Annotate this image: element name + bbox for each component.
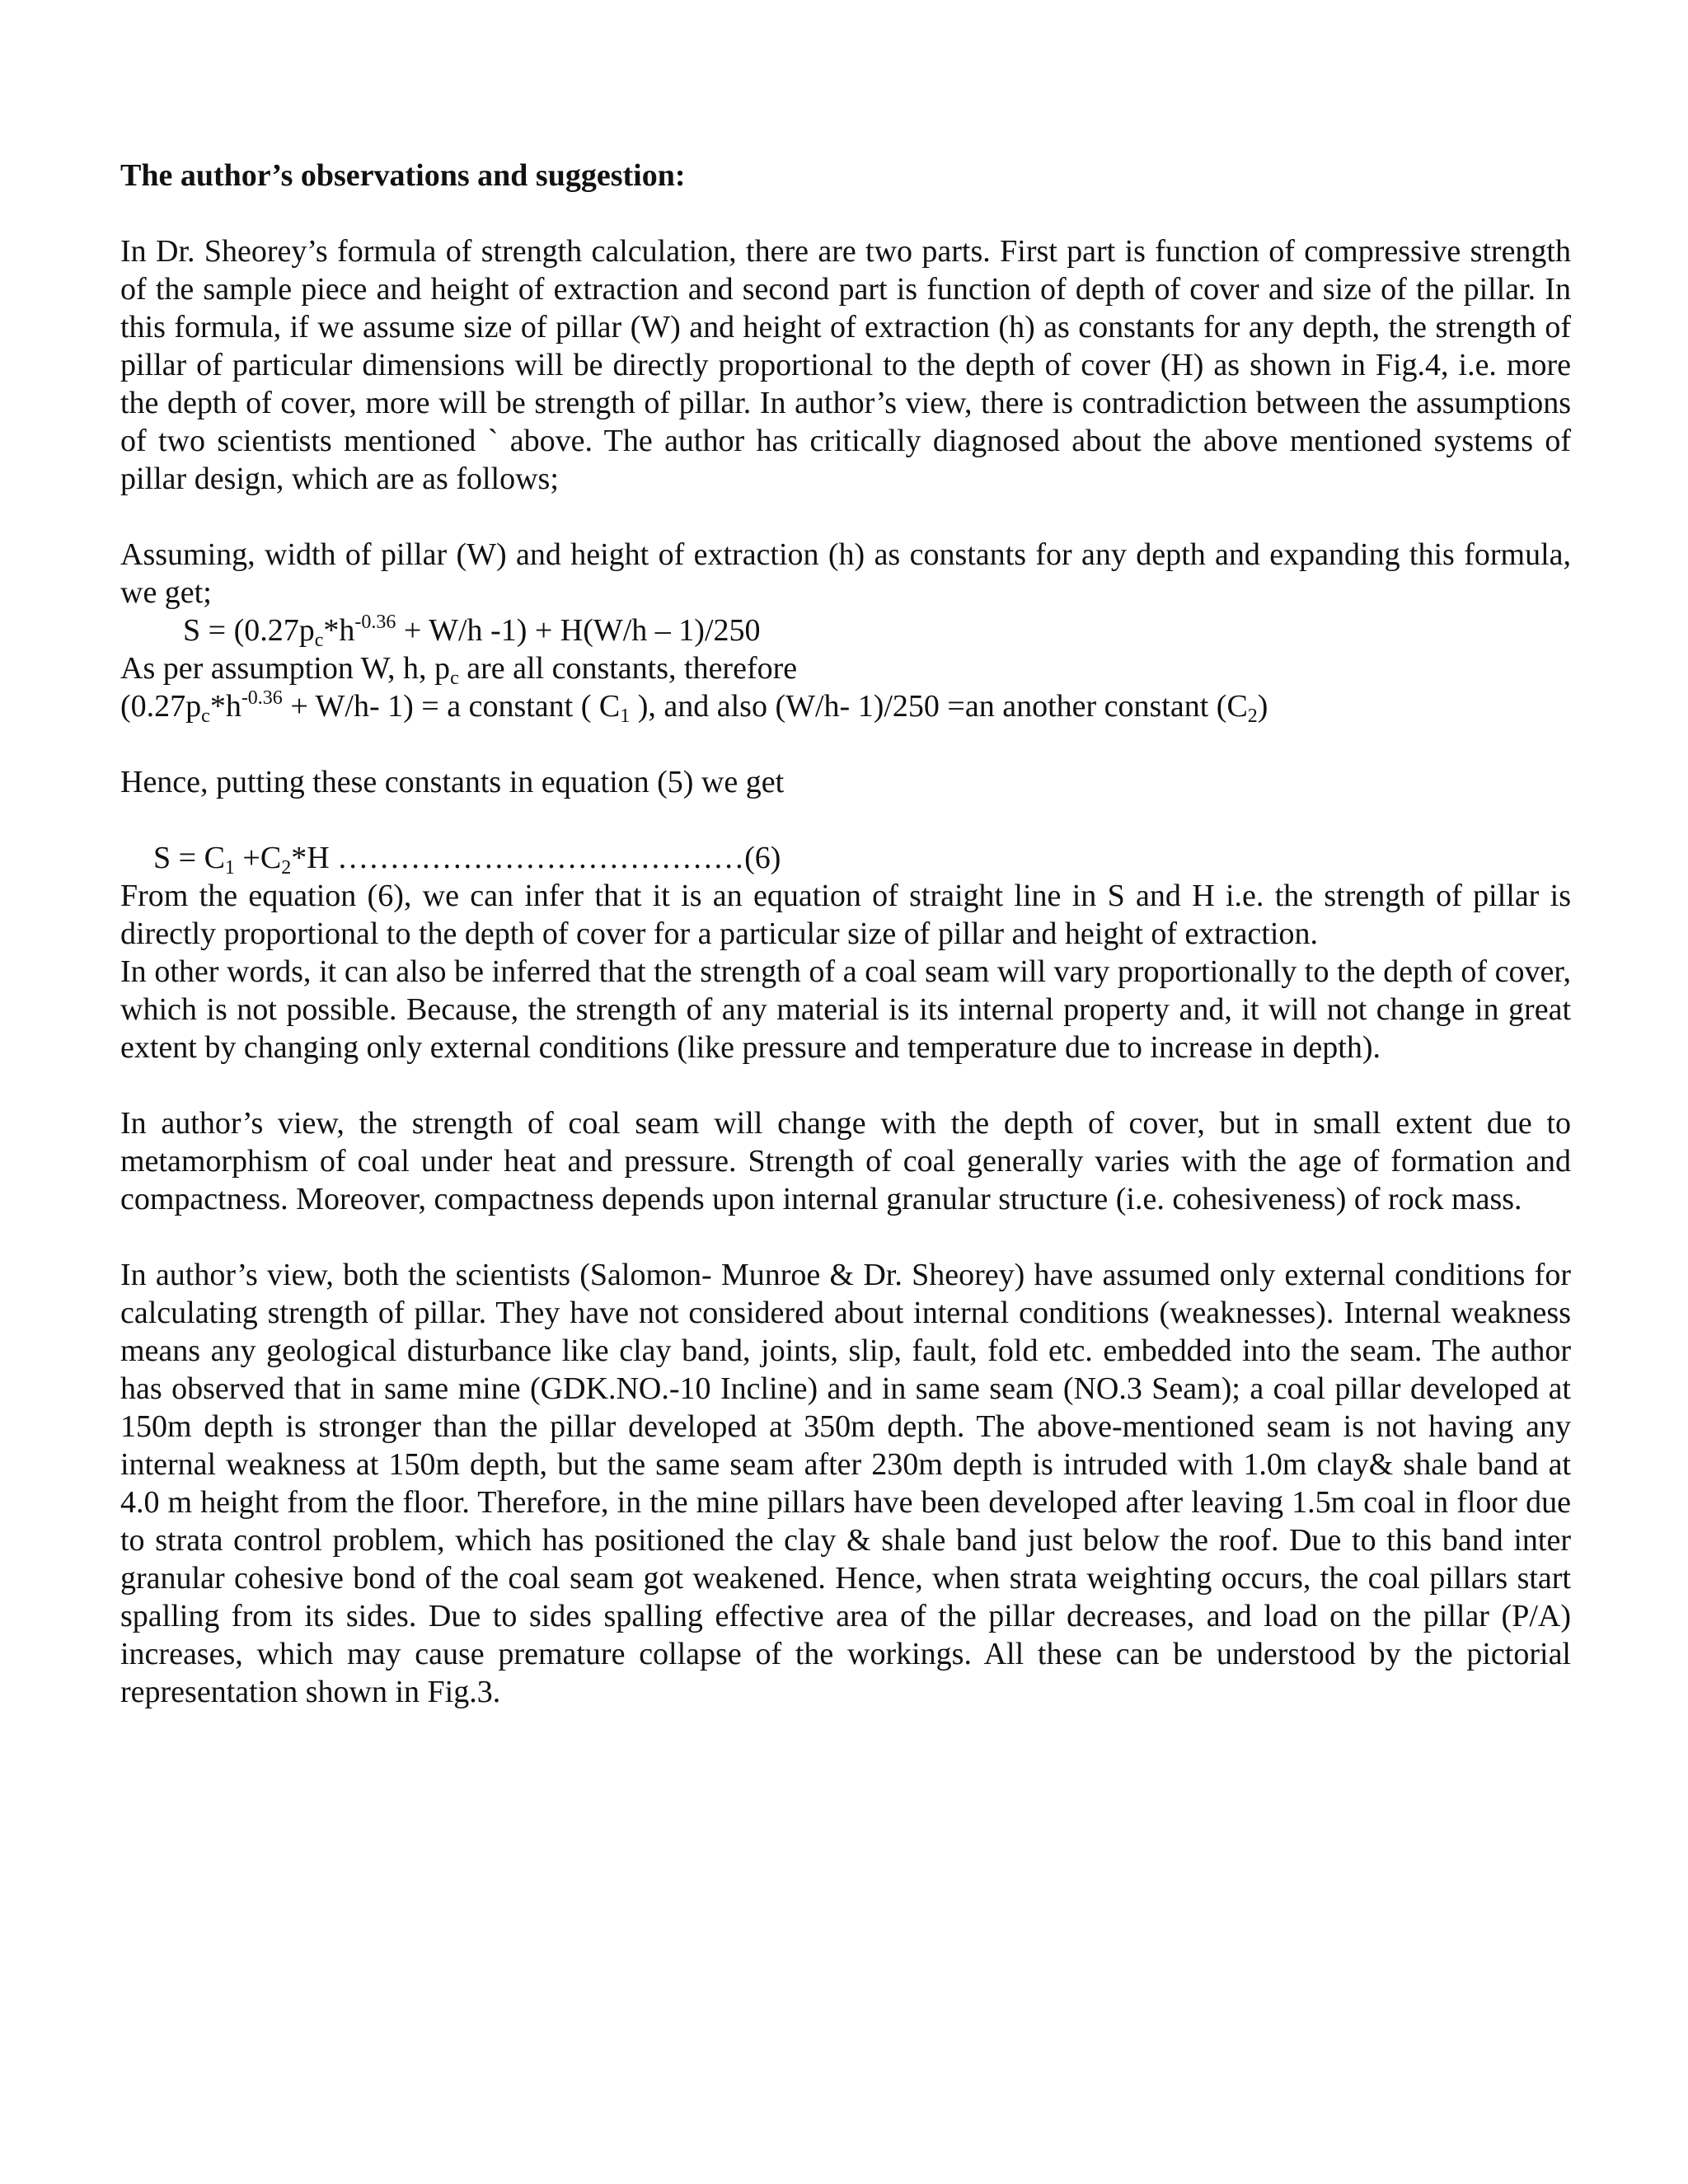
paragraph-other-words: In other words, it can also be inferred that the strength of a coal seam will vary proportionally to the depth of cover, which is not possible. Because, the strength of any material is its internal property and, it will not change in great extent by changing only external conditions (like pressure and temperature due to increase in depth). bbox=[120, 954, 1571, 1065]
paragraph-sheorey-formula: In Dr. Sheorey’s formula of strength calculation, there are two parts. First part is function of compressive strength of the sample piece and height of extraction and second part is function of depth of cover and size of the pillar. In this formula, if we assume size of pillar (W) and height of extraction (h) as constants for any depth, the strength of pillar of particular dimensions will be directly proportional to the depth of cover (H) as shown in Fig.4, i.e. more the depth of cover, more will be strength of pillar. In author’s view, there is contradiction between the assumptions of two scientists mentioned ` above. The author has critically diagnosed about the above mentioned systems of pillar design, which are as follows; bbox=[120, 234, 1571, 496]
document-page bbox=[120, 157, 1571, 1711]
constants-line: ($0.27p_c*h^{-0.36} + W/h-$ 1) = a constant ( $C_1$ ), and also (W/h- 1)/250 =an another constant $(C_2)$ bbox=[120, 687, 1268, 727]
assumption-line: As per assumption W, h, $p_c$ are all constants, therefore bbox=[120, 651, 798, 689]
paragraph-assumption: Assuming, width of pillar (W) and height of extraction (h) as constants for any depth and expanding this formula, we get; bbox=[120, 537, 1571, 610]
paragraph-putting-constants: Hence, putting these constants in equation (5) we get bbox=[120, 765, 785, 799]
paragraph-metamorphism: In author’s view, the strength of coal seam will change with the depth of cover, but in small extent due to metamorphism of coal under heat and pressure. Strength of coal generally varies with the age of formation and compactness. Moreover, compactness depends upon internal granular structure (i.e. cohesiveness) of rock mass. bbox=[120, 1106, 1571, 1216]
equation-strength-expanded: $S = (0.27p_c*h^{-0.36} + W/h$ -1) + H(W/h – 1)/250 bbox=[183, 612, 761, 651]
paragraph-internal-weakness: In author’s view, both the scientists (Salomon- Munroe & Dr. Sheorey) have assumed only external conditions for calculating strength of pillar. They have not considered about internal conditions (weaknesses). Internal weakness means any geological disturbance like clay band, joints, slip, fault, fold etc. embedded into the seam. The author has observed that in same mine (GDK.NO.-10 Incline) and in same seam (NO.3 Seam); a coal pillar developed at 150m depth is stronger than the pillar developed at 350m depth. The above-mentioned seam is not having any internal weakness at 150m depth, but the same seam after 230m depth is intruded with 1.0m clay& shale band at 4.0 m height from the floor. Therefore, in the mine pillars have been developed after leaving 1.5m coal in floor due to strata control problem, which has positioned the clay & shale band just below the roof. Due to this band inter granular cohesive bond of the coal seam got weakened. Hence, when strata weighting occurs, the coal pillars start spalling from its sides. Due to sides spalling effective area of the pillar decreases, and load on the pillar (P/A) increases, which may cause premature collapse of the workings. All these can be understood by the pictorial representation shown in Fig.3. bbox=[120, 1258, 1571, 1709]
paragraph-inference: From the equation (6), we can infer that it is an equation of straight line in S and H i.e. the strength of pillar is directly proportional to the depth of cover for a particular size of pillar and height of extraction. bbox=[120, 879, 1571, 951]
equation-straight-line: $S = C_1 +C_2*H$ …………………………………(6) bbox=[153, 841, 781, 879]
section-heading: The author’s observations and suggestion: bbox=[120, 158, 686, 193]
